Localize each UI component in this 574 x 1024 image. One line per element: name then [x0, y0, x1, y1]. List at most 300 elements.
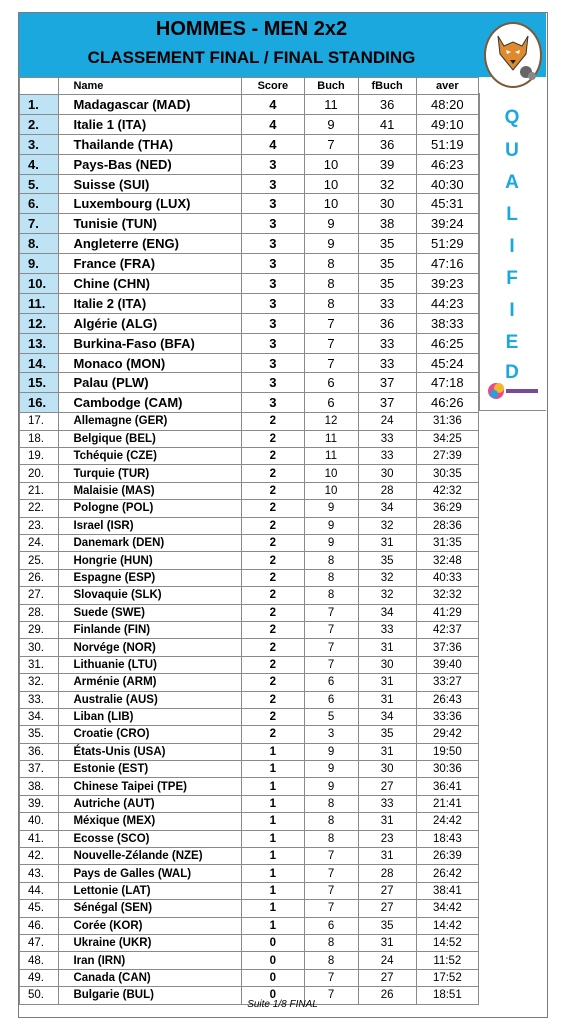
- table-row: [20, 95, 479, 115]
- team-name-cell: Ukraine (UKR): [59, 934, 242, 951]
- score-cell: 2: [242, 691, 304, 708]
- buch-cell: 8: [304, 254, 358, 274]
- rank-cell: 23.: [20, 517, 59, 534]
- buch-cell: 8: [304, 552, 358, 569]
- table-row: [20, 517, 479, 534]
- buch-cell: 9: [304, 214, 358, 234]
- score-cell: 1: [242, 778, 304, 795]
- fbuch-cell: 37: [358, 373, 416, 393]
- team-name-cell: Suede (SWE): [59, 604, 242, 621]
- aver-cell: 11:52: [416, 952, 478, 969]
- score-cell: 3: [242, 214, 304, 234]
- buch-cell: 8: [304, 587, 358, 604]
- team-name-cell: Malaisie (MAS): [59, 482, 242, 499]
- buch-cell: 7: [304, 621, 358, 638]
- buch-cell: 7: [304, 134, 358, 154]
- rank-cell: 36.: [20, 743, 59, 760]
- rank-cell: 40.: [20, 813, 59, 830]
- fbuch-cell: 30: [358, 656, 416, 673]
- buch-cell: 7: [304, 848, 358, 865]
- rank-cell: 39.: [20, 795, 59, 812]
- rank-cell: 42.: [20, 848, 59, 865]
- fbuch-cell: 34: [358, 500, 416, 517]
- table-row: [20, 293, 479, 313]
- score-cell: 2: [242, 621, 304, 638]
- fbuch-cell: 31: [358, 691, 416, 708]
- buch-cell: 8: [304, 569, 358, 586]
- table-row: [20, 154, 479, 174]
- buch-header: Buch: [304, 78, 358, 95]
- score-cell: 2: [242, 708, 304, 725]
- score-cell: 2: [242, 534, 304, 551]
- team-name-cell: Palau (PLW): [59, 373, 242, 393]
- score-cell: 2: [242, 500, 304, 517]
- fbuch-cell: 33: [358, 448, 416, 465]
- table-row: [20, 708, 479, 725]
- fbuch-cell: 23: [358, 830, 416, 847]
- aver-cell: 36:41: [416, 778, 478, 795]
- standings-table: [19, 77, 479, 1005]
- team-name-cell: Sénégal (SEN): [59, 900, 242, 917]
- rank-cell: 22.: [20, 500, 59, 517]
- qualified-letter: L: [506, 204, 518, 225]
- fbuch-cell: 24: [358, 952, 416, 969]
- buch-cell: 10: [304, 174, 358, 194]
- buch-cell: 10: [304, 194, 358, 214]
- score-cell: 3: [242, 274, 304, 294]
- buch-cell: 7: [304, 313, 358, 333]
- aver-cell: 41:29: [416, 604, 478, 621]
- table-row: [20, 604, 479, 621]
- aver-cell: 30:35: [416, 465, 478, 482]
- rank-cell: 19.: [20, 448, 59, 465]
- rank-cell: 20.: [20, 465, 59, 482]
- team-name-cell: Danemark (DEN): [59, 534, 242, 551]
- qualified-letter: I: [509, 300, 515, 321]
- aver-cell: 21:41: [416, 795, 478, 812]
- buch-cell: 9: [304, 743, 358, 760]
- rank-cell: 21.: [20, 482, 59, 499]
- aver-cell: 18:43: [416, 830, 478, 847]
- table-row: [20, 569, 479, 586]
- name-header: Name: [59, 78, 242, 95]
- aver-cell: 28:36: [416, 517, 478, 534]
- table-row: [20, 552, 479, 569]
- buch-cell: 12: [304, 413, 358, 430]
- aver-cell: 38:33: [416, 313, 478, 333]
- fbuch-cell: 33: [358, 293, 416, 313]
- table-row: [20, 313, 479, 333]
- score-cell: 1: [242, 795, 304, 812]
- score-cell: 3: [242, 194, 304, 214]
- table-row: [20, 114, 479, 134]
- table-row: [20, 587, 479, 604]
- team-name-cell: Ecosse (SCO): [59, 830, 242, 847]
- aver-cell: 33:36: [416, 708, 478, 725]
- buch-cell: 8: [304, 813, 358, 830]
- table-row: [20, 761, 479, 778]
- buch-cell: 8: [304, 952, 358, 969]
- score-cell: 4: [242, 114, 304, 134]
- table-row: [20, 743, 479, 760]
- buch-cell: 11: [304, 430, 358, 447]
- rank-cell: 9.: [20, 254, 59, 274]
- rank-cell: 28.: [20, 604, 59, 621]
- team-name-cell: Slovaquie (SLK): [59, 587, 242, 604]
- team-name-cell: France (FRA): [59, 254, 242, 274]
- team-name-cell: Iran (IRN): [59, 952, 242, 969]
- aver-cell: 45:31: [416, 194, 478, 214]
- score-cell: 3: [242, 313, 304, 333]
- aver-cell: 36:29: [416, 500, 478, 517]
- aver-cell: 39:40: [416, 656, 478, 673]
- aver-cell: 48:20: [416, 95, 478, 115]
- rank-cell: 10.: [20, 274, 59, 294]
- buch-cell: 7: [304, 333, 358, 353]
- team-name-cell: Turquie (TUR): [59, 465, 242, 482]
- score-cell: 2: [242, 656, 304, 673]
- fbuch-header: fBuch: [358, 78, 416, 95]
- score-cell: 3: [242, 333, 304, 353]
- fbuch-cell: 32: [358, 517, 416, 534]
- team-name-cell: Croatie (CRO): [59, 726, 242, 743]
- buch-cell: 3: [304, 726, 358, 743]
- score-cell: 1: [242, 813, 304, 830]
- fbuch-cell: 36: [358, 95, 416, 115]
- rank-cell: 7.: [20, 214, 59, 234]
- team-name-cell: Autriche (AUT): [59, 795, 242, 812]
- aver-cell: 49:10: [416, 114, 478, 134]
- buch-cell: 7: [304, 900, 358, 917]
- fbuch-cell: 32: [358, 569, 416, 586]
- score-cell: 3: [242, 254, 304, 274]
- aver-cell: 31:36: [416, 413, 478, 430]
- buch-cell: 9: [304, 778, 358, 795]
- team-name-cell: Corée (KOR): [59, 917, 242, 934]
- team-name-cell: Chinese Taipei (TPE): [59, 778, 242, 795]
- fbuch-cell: 27: [358, 900, 416, 917]
- team-name-cell: Méxique (MEX): [59, 813, 242, 830]
- score-cell: 1: [242, 865, 304, 882]
- team-name-cell: Lithuanie (LTU): [59, 656, 242, 673]
- rank-cell: 16.: [20, 393, 59, 413]
- buch-cell: 9: [304, 761, 358, 778]
- aver-cell: 32:48: [416, 552, 478, 569]
- fbuch-cell: 35: [358, 274, 416, 294]
- rank-cell: 49.: [20, 969, 59, 986]
- buch-cell: 6: [304, 917, 358, 934]
- aver-cell: 27:39: [416, 448, 478, 465]
- aver-cell: 47:18: [416, 373, 478, 393]
- fbuch-cell: 36: [358, 134, 416, 154]
- rank-cell: 34.: [20, 708, 59, 725]
- rank-cell: 6.: [20, 194, 59, 214]
- table-row: [20, 865, 479, 882]
- fbuch-cell: 34: [358, 604, 416, 621]
- table-row: [20, 656, 479, 673]
- fbuch-cell: 41: [358, 114, 416, 134]
- rank-cell: 24.: [20, 534, 59, 551]
- score-cell: 3: [242, 353, 304, 373]
- team-name-cell: Pays-Bas (NED): [59, 154, 242, 174]
- rank-cell: 14.: [20, 353, 59, 373]
- table-row: [20, 482, 479, 499]
- score-cell: 2: [242, 430, 304, 447]
- score-cell: 2: [242, 604, 304, 621]
- score-cell: 0: [242, 969, 304, 986]
- score-cell: 2: [242, 413, 304, 430]
- table-row: [20, 830, 479, 847]
- rank-cell: 46.: [20, 917, 59, 934]
- fbuch-cell: 27: [358, 882, 416, 899]
- buch-cell: 10: [304, 482, 358, 499]
- team-name-cell: Algérie (ALG): [59, 313, 242, 333]
- buch-cell: 11: [304, 95, 358, 115]
- table-row: [20, 795, 479, 812]
- team-name-cell: Tunisie (TUN): [59, 214, 242, 234]
- table-row: [20, 882, 479, 899]
- aver-cell: 17:52: [416, 969, 478, 986]
- fbuch-cell: 31: [358, 534, 416, 551]
- rank-cell: 35.: [20, 726, 59, 743]
- rank-cell: 3.: [20, 134, 59, 154]
- qualified-letter: D: [505, 362, 519, 383]
- buch-cell: 8: [304, 293, 358, 313]
- fbuch-cell: 31: [358, 848, 416, 865]
- table-row: [20, 813, 479, 830]
- rank-cell: 44.: [20, 882, 59, 899]
- team-name-cell: Italie 2 (ITA): [59, 293, 242, 313]
- rank-cell: 50.: [20, 987, 59, 1004]
- score-cell: 1: [242, 882, 304, 899]
- aver-cell: 40:30: [416, 174, 478, 194]
- score-header: Score: [242, 78, 304, 95]
- aver-header: aver: [416, 78, 478, 95]
- table-row: [20, 900, 479, 917]
- buch-cell: 7: [304, 353, 358, 373]
- aver-cell: 42:37: [416, 621, 478, 638]
- fbuch-cell: 33: [358, 353, 416, 373]
- fbuch-cell: 31: [358, 639, 416, 656]
- rank-cell: 29.: [20, 621, 59, 638]
- score-cell: 2: [242, 482, 304, 499]
- table-row: [20, 952, 479, 969]
- table-row: [20, 465, 479, 482]
- table-row: [20, 639, 479, 656]
- aver-cell: 26:42: [416, 865, 478, 882]
- fbuch-cell: 36: [358, 313, 416, 333]
- qualified-letter: E: [505, 332, 519, 353]
- team-name-cell: Tchéquie (CZE): [59, 448, 242, 465]
- aver-cell: 34:42: [416, 900, 478, 917]
- buch-cell: 6: [304, 393, 358, 413]
- buch-cell: 9: [304, 517, 358, 534]
- team-name-cell: Finlande (FIN): [59, 621, 242, 638]
- fbuch-cell: 28: [358, 865, 416, 882]
- team-name-cell: Suisse (SUI): [59, 174, 242, 194]
- buch-cell: 7: [304, 656, 358, 673]
- rank-cell: 32.: [20, 674, 59, 691]
- fbuch-cell: 32: [358, 174, 416, 194]
- fbuch-cell: 30: [358, 761, 416, 778]
- fbuch-cell: 33: [358, 430, 416, 447]
- team-name-cell: Madagascar (MAD): [59, 95, 242, 115]
- rank-cell: 37.: [20, 761, 59, 778]
- aver-cell: 46:26: [416, 393, 478, 413]
- buch-cell: 6: [304, 373, 358, 393]
- score-cell: 3: [242, 373, 304, 393]
- table-row: [20, 726, 479, 743]
- aver-cell: 51:29: [416, 234, 478, 254]
- team-name-cell: Allemagne (GER): [59, 413, 242, 430]
- fbuch-cell: 26: [358, 987, 416, 1004]
- score-cell: 2: [242, 552, 304, 569]
- rank-cell: 11.: [20, 293, 59, 313]
- fbuch-cell: 30: [358, 465, 416, 482]
- aver-cell: 39:24: [416, 214, 478, 234]
- buch-cell: 10: [304, 154, 358, 174]
- footer-note: Suite 1/8 FINAL: [247, 999, 318, 1010]
- fbuch-cell: 39: [358, 154, 416, 174]
- team-name-cell: Angleterre (ENG): [59, 234, 242, 254]
- table-body: [20, 95, 479, 1005]
- page-title: HOMMES - MEN 2x2: [155, 18, 348, 40]
- team-name-cell: Estonie (EST): [59, 761, 242, 778]
- table-row: [20, 194, 479, 214]
- fbuch-cell: 24: [358, 413, 416, 430]
- score-cell: 1: [242, 830, 304, 847]
- aver-cell: 30:36: [416, 761, 478, 778]
- rank-cell: 41.: [20, 830, 59, 847]
- buch-cell: 7: [304, 604, 358, 621]
- table-row: [20, 674, 479, 691]
- table-row: [20, 234, 479, 254]
- team-name-cell: Burkina-Faso (BFA): [59, 333, 242, 353]
- team-name-cell: Luxembourg (LUX): [59, 194, 242, 214]
- fbuch-cell: 33: [358, 795, 416, 812]
- team-name-cell: Espagne (ESP): [59, 569, 242, 586]
- fbuch-cell: 31: [358, 743, 416, 760]
- aver-cell: 44:23: [416, 293, 478, 313]
- team-name-cell: Bulgarie (BUL): [59, 987, 242, 1004]
- score-cell: 3: [242, 154, 304, 174]
- rank-cell: 26.: [20, 569, 59, 586]
- score-cell: 1: [242, 848, 304, 865]
- fbuch-cell: 30: [358, 194, 416, 214]
- aver-cell: 34:25: [416, 430, 478, 447]
- score-cell: 0: [242, 987, 304, 1004]
- buch-cell: 7: [304, 639, 358, 656]
- table-row: [20, 778, 479, 795]
- buch-cell: 8: [304, 934, 358, 951]
- aver-cell: 32:32: [416, 587, 478, 604]
- table-row: [20, 848, 479, 865]
- rank-cell: 1.: [20, 95, 59, 115]
- team-name-cell: États-Unis (USA): [59, 743, 242, 760]
- rank-cell: 17.: [20, 413, 59, 430]
- buch-cell: 9: [304, 500, 358, 517]
- team-name-cell: Chine (CHN): [59, 274, 242, 294]
- team-name-cell: Italie 1 (ITA): [59, 114, 242, 134]
- wolf-logo: [484, 22, 542, 88]
- score-cell: 2: [242, 448, 304, 465]
- buch-cell: 9: [304, 114, 358, 134]
- table-row: [20, 621, 479, 638]
- aver-cell: 33:27: [416, 674, 478, 691]
- rank-cell: 43.: [20, 865, 59, 882]
- fbuch-cell: 27: [358, 969, 416, 986]
- score-cell: 1: [242, 761, 304, 778]
- qualified-letter: F: [506, 268, 518, 289]
- rank-cell: 4.: [20, 154, 59, 174]
- fbuch-cell: 35: [358, 552, 416, 569]
- aver-cell: 24:42: [416, 813, 478, 830]
- rank-cell: 5.: [20, 174, 59, 194]
- qualified-letter: I: [509, 236, 515, 257]
- score-cell: 2: [242, 569, 304, 586]
- buch-cell: 7: [304, 969, 358, 986]
- score-cell: 4: [242, 95, 304, 115]
- fbuch-cell: 33: [358, 333, 416, 353]
- team-name-cell: Canada (CAN): [59, 969, 242, 986]
- fbuch-cell: 35: [358, 917, 416, 934]
- rank-cell: 8.: [20, 234, 59, 254]
- fbuch-cell: 35: [358, 726, 416, 743]
- fbuch-cell: 31: [358, 674, 416, 691]
- table-row: [20, 174, 479, 194]
- qualified-letter: A: [505, 172, 519, 193]
- qualified-letter: U: [505, 140, 519, 161]
- buch-cell: 10: [304, 465, 358, 482]
- score-cell: 2: [242, 639, 304, 656]
- score-cell: 2: [242, 517, 304, 534]
- team-name-cell: Pologne (POL): [59, 500, 242, 517]
- fbuch-cell: 33: [358, 621, 416, 638]
- buch-cell: 8: [304, 274, 358, 294]
- score-cell: 4: [242, 134, 304, 154]
- aver-cell: 26:39: [416, 848, 478, 865]
- fbuch-cell: 38: [358, 214, 416, 234]
- rank-cell: 27.: [20, 587, 59, 604]
- score-cell: 1: [242, 743, 304, 760]
- fbuch-cell: 27: [358, 778, 416, 795]
- table-row: [20, 500, 479, 517]
- team-name-cell: Cambodge (CAM): [59, 393, 242, 413]
- table-row: [20, 134, 479, 154]
- fbuch-cell: 28: [358, 482, 416, 499]
- score-cell: 2: [242, 465, 304, 482]
- rank-cell: 45.: [20, 900, 59, 917]
- table-row: [20, 917, 479, 934]
- table-row: [20, 353, 479, 373]
- aver-cell: 14:42: [416, 917, 478, 934]
- aver-cell: 31:35: [416, 534, 478, 551]
- team-name-cell: Australie (AUS): [59, 691, 242, 708]
- aver-cell: 37:36: [416, 639, 478, 656]
- score-cell: 2: [242, 587, 304, 604]
- score-cell: 0: [242, 952, 304, 969]
- petanque-logo: [487, 378, 541, 404]
- fbuch-cell: 34: [358, 708, 416, 725]
- buch-cell: 8: [304, 795, 358, 812]
- rank-cell: 31.: [20, 656, 59, 673]
- rank-cell: 33.: [20, 691, 59, 708]
- fbuch-cell: 32: [358, 587, 416, 604]
- team-name-cell: Liban (LIB): [59, 708, 242, 725]
- score-cell: 3: [242, 393, 304, 413]
- page-subtitle: CLASSEMENT FINAL / FINAL STANDING: [87, 48, 416, 67]
- buch-cell: 5: [304, 708, 358, 725]
